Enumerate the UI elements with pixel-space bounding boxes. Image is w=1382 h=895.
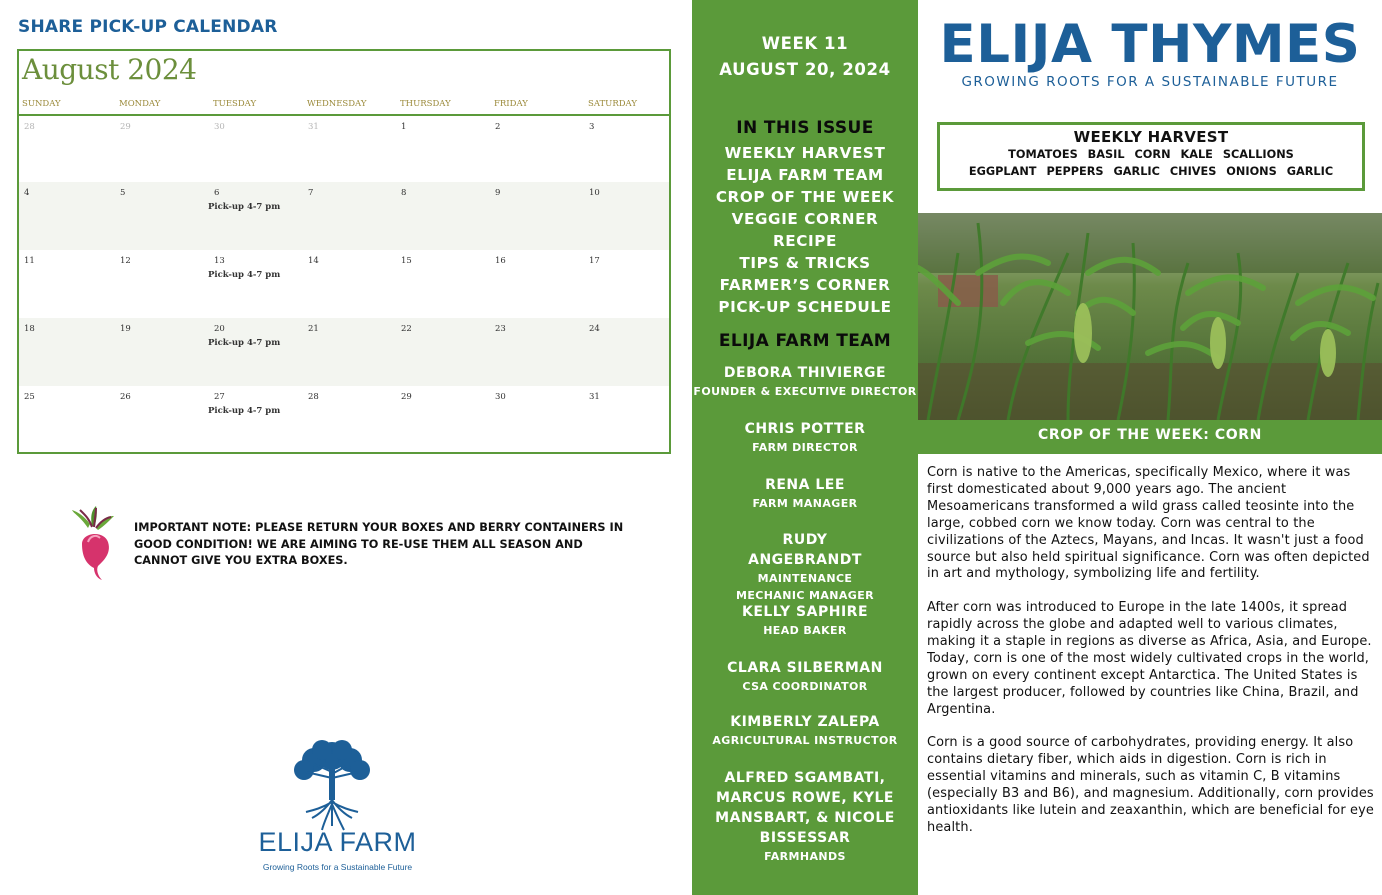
calendar-day: 27 xyxy=(214,392,225,402)
weekday-label: THURSDAY xyxy=(400,99,451,109)
team-member-name: KIMBERLY ZALEPA xyxy=(730,714,880,730)
team-member-role: FARMHANDS xyxy=(764,850,846,863)
issue-item: RECIPE xyxy=(773,232,837,250)
issue-item: CROP OF THE WEEK xyxy=(715,188,895,206)
newsletter-masthead: ELIJA THYMES xyxy=(939,14,1361,75)
calendar-day: 2 xyxy=(495,122,501,132)
team-member-role: HEAD BAKER xyxy=(763,624,847,637)
in-this-issue-title: IN THIS ISSUE xyxy=(736,118,874,138)
weekday-label: WEDNESDAY xyxy=(307,99,367,109)
beet-icon xyxy=(68,506,118,582)
pickup-event: Pick-up 4-7 pm xyxy=(208,406,281,416)
issue-item: FARMER’S CORNER xyxy=(719,276,891,294)
weekday-label: MONDAY xyxy=(119,99,161,109)
team-member xyxy=(692,475,918,512)
important-note-text: IMPORTANT NOTE: PLEASE RETURN YOUR BOXES AND BERRY CONTAINERS IN GOOD CONDITION! WE ARE AIMING TO RE-USE THEM ALL SEASON AND CANNOT GIVE YOU EXTRA BOXES. xyxy=(134,521,624,567)
crop-article xyxy=(927,465,1379,854)
calendar-month-title: August 2024 xyxy=(22,53,197,86)
calendar-day: 17 xyxy=(589,256,600,266)
calendar-weekday-header xyxy=(19,98,669,116)
issue-item: WEEKLY HARVEST xyxy=(724,144,886,162)
calendar-day: 25 xyxy=(24,392,35,402)
team-member xyxy=(692,768,918,865)
pickup-event: Pick-up 4-7 pm xyxy=(208,202,281,212)
calendar-day: 26 xyxy=(120,392,131,402)
issue-item: VEGGIE CORNER xyxy=(731,210,879,228)
calendar-day: 15 xyxy=(401,256,412,266)
team-member-name: RUDY ANGEBRANDT xyxy=(748,532,862,568)
sidebar-column xyxy=(692,0,918,895)
issue-date: AUGUST 20, 2024 xyxy=(719,60,891,79)
team-member-name: CHRIS POTTER xyxy=(744,421,866,437)
team-member-role: FARM MANAGER xyxy=(752,497,858,510)
calendar-day: 18 xyxy=(24,324,35,334)
team-title: ELIJA FARM TEAM xyxy=(718,331,892,351)
weekday-label: FRIDAY xyxy=(494,99,528,109)
calendar-day: 20 xyxy=(214,324,225,334)
team-member-name: CLARA SILBERMAN xyxy=(727,660,883,676)
calendar-day: 23 xyxy=(495,324,506,334)
team-member-role: MAINTENANCE MECHANIC MANAGER xyxy=(735,572,875,602)
team-member xyxy=(692,712,918,749)
team-member-name: KELLY SAPHIRE xyxy=(741,604,869,620)
issue-week xyxy=(692,31,918,83)
calendar-day: 14 xyxy=(308,256,319,266)
team-member-role: FOUNDER & EXECUTIVE DIRECTOR xyxy=(693,385,917,398)
calendar-day: 31 xyxy=(589,392,600,402)
team-member xyxy=(692,419,918,456)
calendar-day: 29 xyxy=(401,392,412,402)
crop-of-the-week-banner: CROP OF THE WEEK: CORN xyxy=(918,420,1382,454)
calendar-day: 28 xyxy=(24,122,35,132)
calendar-day: 22 xyxy=(401,324,412,334)
calendar-day: 8 xyxy=(401,188,407,198)
calendar-day: 10 xyxy=(589,188,600,198)
logo-name: ELIJA FARM xyxy=(258,827,417,857)
team-member-name: DEBORA THIVIERGE xyxy=(723,365,887,381)
team-member xyxy=(692,602,918,639)
issue-item: ELIJA FARM TEAM xyxy=(726,166,884,184)
article-paragraph: After corn was introduced to Europe in the late 1400s, it spread rapidly across the globe and adapted well to various climates, making it a staple in regions as diverse as Africa, Asia, and Europe. Today, corn is one of the most widely cultivated crops in the world, grown on every continent except Antarctica. The United States is the largest producer, followed by countries like China, Brazil, and Argentina. xyxy=(927,600,1372,717)
harvest-items: TOMATOES BASIL CORN KALE SCALLIONS xyxy=(1008,148,1294,161)
calendar-week-row xyxy=(19,318,669,386)
week-label: WEEK 11 xyxy=(761,34,849,53)
calendar-week-row xyxy=(19,182,669,250)
article-paragraph: Corn is a good source of carbohydrates, providing energy. It also contains dietary fiber, which aids in digestion. Corn is rich in essential vitamins and minerals, such as vitamin C, B vitamins (especially B3 and B6), and magnesium. Additionally, corn provides antioxidants like lutein and zeaxanthin, which are beneficial for eye health. xyxy=(927,735,1374,835)
team-member-name: ALFRED SGAMBATI, MARCUS ROWE, KYLE MANSBART, & NICOLE BISSESSAR xyxy=(715,770,895,846)
calendar-week-row xyxy=(19,250,669,318)
calendar-day: 12 xyxy=(120,256,131,266)
calendar-day: 4 xyxy=(24,188,30,198)
logo-tagline: Growing Roots for a Sustainable Future xyxy=(262,862,413,872)
calendar-day: 13 xyxy=(214,256,225,266)
issue-item: PICK-UP SCHEDULE xyxy=(718,298,892,316)
team-member xyxy=(692,530,918,604)
calendar-day: 11 xyxy=(24,256,35,266)
in-this-issue-list xyxy=(692,142,918,318)
calendar-week-row xyxy=(19,386,669,454)
calendar-day: 6 xyxy=(214,188,220,198)
calendar-day: 30 xyxy=(214,122,225,132)
corn-field-photo xyxy=(918,213,1382,420)
weekly-harvest-title: WEEKLY HARVEST xyxy=(1073,128,1229,146)
calendar-day: 9 xyxy=(495,188,501,198)
issue-item: TIPS & TRICKS xyxy=(739,254,871,272)
weekday-label: SUNDAY xyxy=(22,99,61,109)
team-member xyxy=(692,658,918,695)
calendar-day: 7 xyxy=(308,188,314,198)
tree-icon xyxy=(292,738,372,832)
calendar-day: 31 xyxy=(308,122,319,132)
calendar-day: 1 xyxy=(401,122,407,132)
calendar-day: 19 xyxy=(120,324,131,334)
calendar-day: 30 xyxy=(495,392,506,402)
team-member xyxy=(692,363,918,400)
harvest-items: EGGPLANT PEPPERS GARLIC CHIVES ONIONS GARLIC xyxy=(968,165,1334,178)
elija-farm-logo xyxy=(250,738,425,878)
calendar-section-title: SHARE PICK-UP CALENDAR xyxy=(18,17,278,37)
pickup-calendar xyxy=(17,49,671,454)
weekday-label: TUESDAY xyxy=(213,99,257,109)
pickup-event: Pick-up 4-7 pm xyxy=(208,338,281,348)
article-paragraph: Corn is native to the Americas, specifically Mexico, where it was first domesticated about 9,000 years ago. The ancient Mesoamericans transformed a wild grass called teosinte into the large, cobbed corn we know today. Corn was central to the civilizations of the Aztecs, Mayans, and Incas. It wasn't just a food source but also held spiritual significance. Corn was often depicted in art and mythology, symbolizing life and fertility. xyxy=(927,465,1370,582)
calendar-day: 21 xyxy=(308,324,319,334)
calendar-day: 24 xyxy=(589,324,600,334)
team-member-role: CSA COORDINATOR xyxy=(742,680,868,693)
team-member-role: AGRICULTURAL INSTRUCTOR xyxy=(712,734,898,747)
weekly-harvest-box xyxy=(937,122,1365,191)
calendar-day: 29 xyxy=(120,122,131,132)
calendar-day: 16 xyxy=(495,256,506,266)
calendar-day: 5 xyxy=(120,188,126,198)
important-note xyxy=(68,506,628,586)
team-member-role: FARM DIRECTOR xyxy=(752,441,858,454)
calendar-day: 3 xyxy=(589,122,595,132)
pickup-event: Pick-up 4-7 pm xyxy=(208,270,281,280)
masthead-tagline: GROWING ROOTS FOR A SUSTAINABLE FUTURE xyxy=(961,74,1339,90)
team-member-name: RENA LEE xyxy=(765,477,845,493)
calendar-day: 28 xyxy=(308,392,319,402)
calendar-week-row xyxy=(19,116,669,184)
weekday-label: SATURDAY xyxy=(588,99,637,109)
